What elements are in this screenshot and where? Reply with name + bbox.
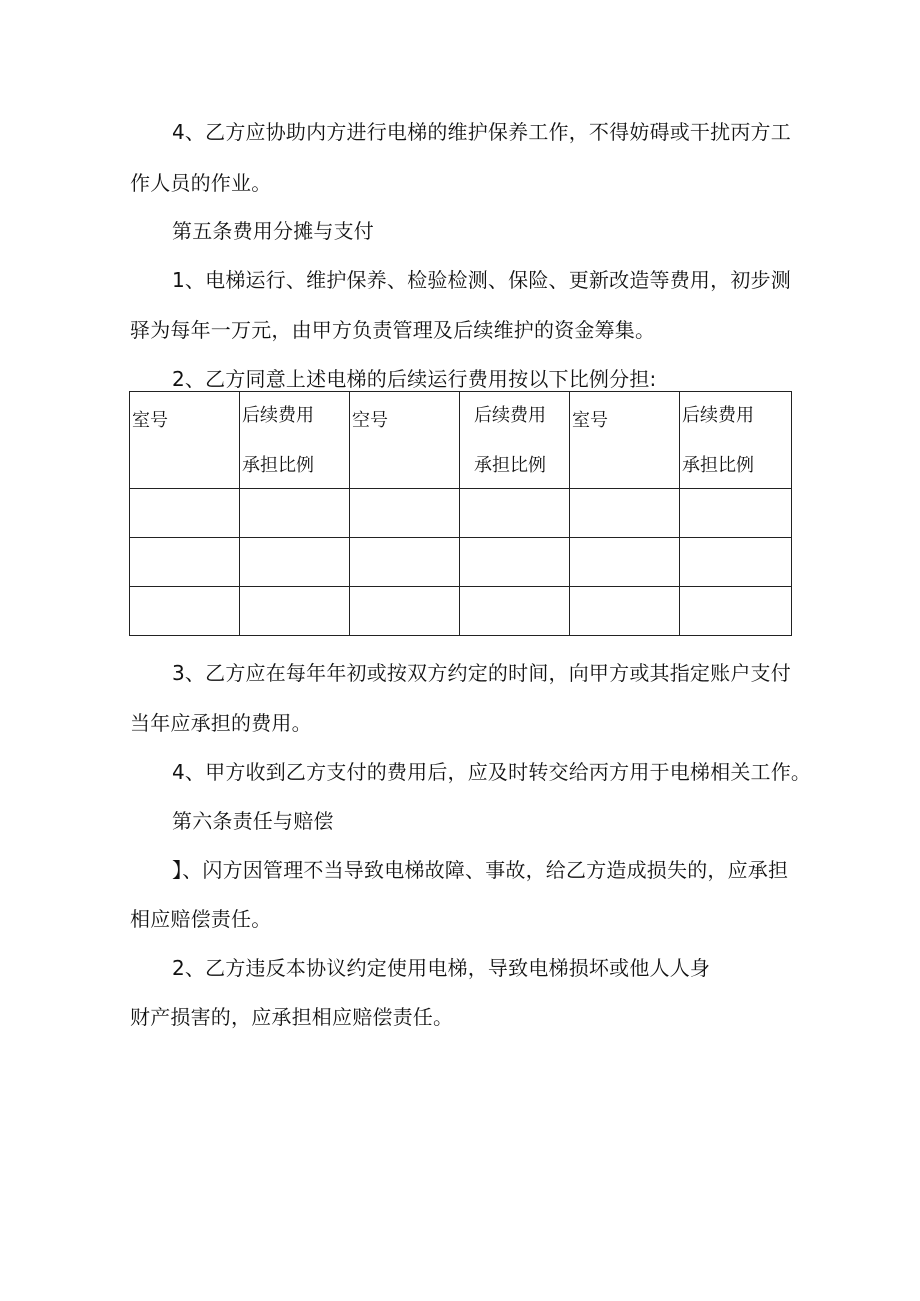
- cost-share-table: [129, 391, 792, 636]
- header-room-2: 空号: [350, 392, 460, 489]
- section6-title: 第六条责任与赔偿: [172, 809, 334, 833]
- table-cell: [460, 587, 570, 636]
- table-cell: [570, 538, 680, 587]
- table-cell: [350, 489, 460, 538]
- table-cell: [680, 538, 792, 587]
- table-cell: [240, 489, 350, 538]
- liability-clause2-line1: 2、乙方违反本协议约定使用电梯，导致电梯损坏或他人人身: [172, 956, 711, 980]
- table-cell: [240, 538, 350, 587]
- table-header-row: [130, 392, 792, 489]
- table-row: [130, 489, 792, 538]
- clause4-line2: 作人员的作业。: [130, 171, 272, 195]
- table-cell: [680, 587, 792, 636]
- header-room-1: 室号: [130, 392, 240, 489]
- header-ratio-3: 后续费用 承担比例: [680, 392, 792, 489]
- table-cell: [680, 489, 792, 538]
- fee-clause1-line2: 驿为每年一万元，由甲方负责管理及后续维护的资金筹集。: [130, 318, 656, 342]
- table-cell: [130, 489, 240, 538]
- clause4-line1: 4、乙方应协助内方进行电梯的维护保养工作，不得妨碍或干扰丙方工: [172, 120, 791, 144]
- table-cell: [130, 587, 240, 636]
- table-cell: [350, 538, 460, 587]
- fee-clause2-line1: 2、乙方同意上述电梯的后续运行费用按以下比例分担:: [172, 367, 657, 391]
- table-cell: [350, 587, 460, 636]
- fee-clause4-line1: 4、甲方收到乙方支付的费用后，应及时转交给丙方用于电梯相关工作。: [172, 760, 812, 784]
- table-cell: [570, 587, 680, 636]
- header-ratio-1: 后续费用 承担比例: [240, 392, 350, 489]
- header-room-3: 室号: [570, 392, 680, 489]
- liability-clause1-line1: 】、闪方因管理不当导致电梯故障、事故，给乙方造成损失的，应承担: [172, 858, 789, 882]
- section5-title: 第五条费用分摊与支付: [172, 219, 374, 243]
- fee-clause1-line1: 1、电梯运行、维护保养、检验检测、保险、更新改造等费用，初步测: [172, 268, 791, 292]
- table-cell: [460, 538, 570, 587]
- table-row: [130, 587, 792, 636]
- table-cell: [460, 489, 570, 538]
- table-cell: [130, 538, 240, 587]
- fee-clause3-line2: 当年应承担的费用。: [130, 711, 312, 735]
- table-row: [130, 538, 792, 587]
- fee-clause3-line1: 3、乙方应在每年年初或按双方约定的时间，向甲方或其指定账户支付: [172, 661, 791, 685]
- header-ratio-2: 后续费用 承担比例: [460, 392, 570, 489]
- liability-clause1-line2: 相应赔偿责任。: [130, 907, 272, 931]
- liability-clause2-line2: 财产损害的，应承担相应赔偿责任。: [130, 1005, 454, 1029]
- table-cell: [570, 489, 680, 538]
- table-cell: [240, 587, 350, 636]
